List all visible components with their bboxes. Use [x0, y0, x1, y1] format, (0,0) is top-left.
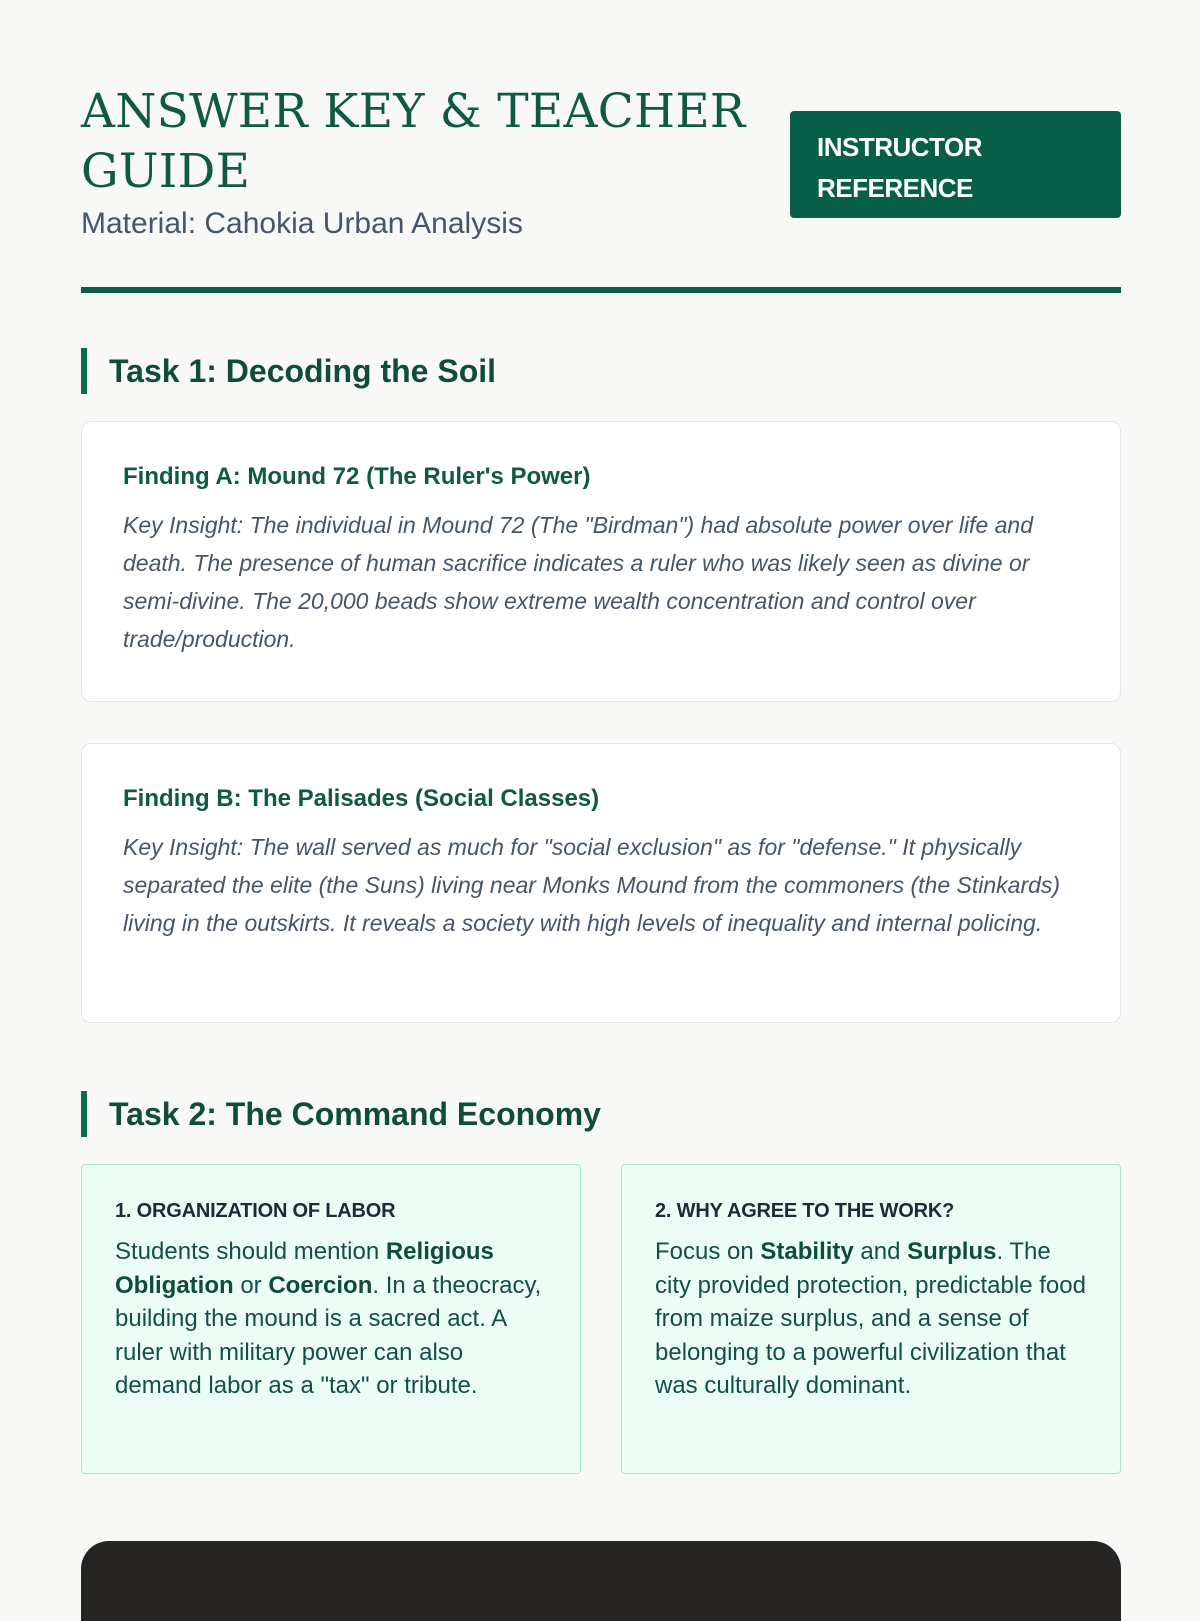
agree-to-work-heading: 2. WHY AGREE TO THE WORK?: [655, 1200, 955, 1222]
finding-b-title: Finding B: The Palisades (Social Classes): [123, 785, 600, 812]
highlight-religious-obligation: Religious Obligation: [115, 1238, 494, 1299]
dark-footer-panel: [81, 1541, 1121, 1621]
page-header: [81, 82, 1121, 292]
finding-a-insight: Key Insight: The individual in Mound 72 (The "Birdman") had absolute power over life and death. The presence of human sacrifice indicates a ruler who was likely seen as divine or semi-divine. The 20,000 beads show extreme wealth concentration and control over trade/production.: [123, 512, 1034, 652]
page-subtitle: Material: Cahokia Urban Analysis: [81, 207, 523, 240]
labor-organization-card: [81, 1164, 581, 1474]
task2-heading: Task 2: The Command Economy: [81, 1091, 601, 1137]
finding-a-title: Finding A: Mound 72 (The Ruler's Power): [123, 463, 591, 490]
task1-heading: Task 1: Decoding the Soil: [81, 348, 496, 394]
highlight-surplus: Surplus: [907, 1238, 997, 1265]
page-title: ANSWER KEY & TEACHER GUIDE: [81, 84, 746, 199]
header-divider: [81, 287, 1121, 293]
labor-organization-text: Students should mention Religious Obligation or Coercion. In a theocracy, building the mound is a sacred act. A ruler with military power can also demand labor as a "tax" or tribute.: [115, 1238, 542, 1399]
finding-card-a: [81, 421, 1121, 702]
finding-card-b: [81, 743, 1121, 1023]
highlight-coercion: Coercion: [268, 1271, 373, 1299]
badge-line-2: REFERENCE: [817, 173, 973, 203]
finding-b-insight: Key Insight: The wall served as much for "social exclusion" as for "defense." It physically separated the elite (the Suns) living near Monks Mound from the commoners (the Stinkards) living in the outskirts. It reveals a society with high levels of inequality and internal policing.: [123, 834, 1061, 936]
instructor-reference-badge: [790, 111, 1121, 218]
highlight-stability: Stability: [760, 1238, 854, 1265]
agree-to-work-card: [621, 1164, 1121, 1474]
badge-line-1: INSTRUCTOR: [817, 132, 982, 162]
agree-to-work-text: Focus on Stability and Surplus. The city provided protection, predictable food from maize surplus, and a sense of belonging to a powerful civilization that was culturally dominant.: [655, 1238, 1086, 1399]
labor-organization-heading: 1. ORGANIZATION OF LABOR: [115, 1200, 396, 1222]
